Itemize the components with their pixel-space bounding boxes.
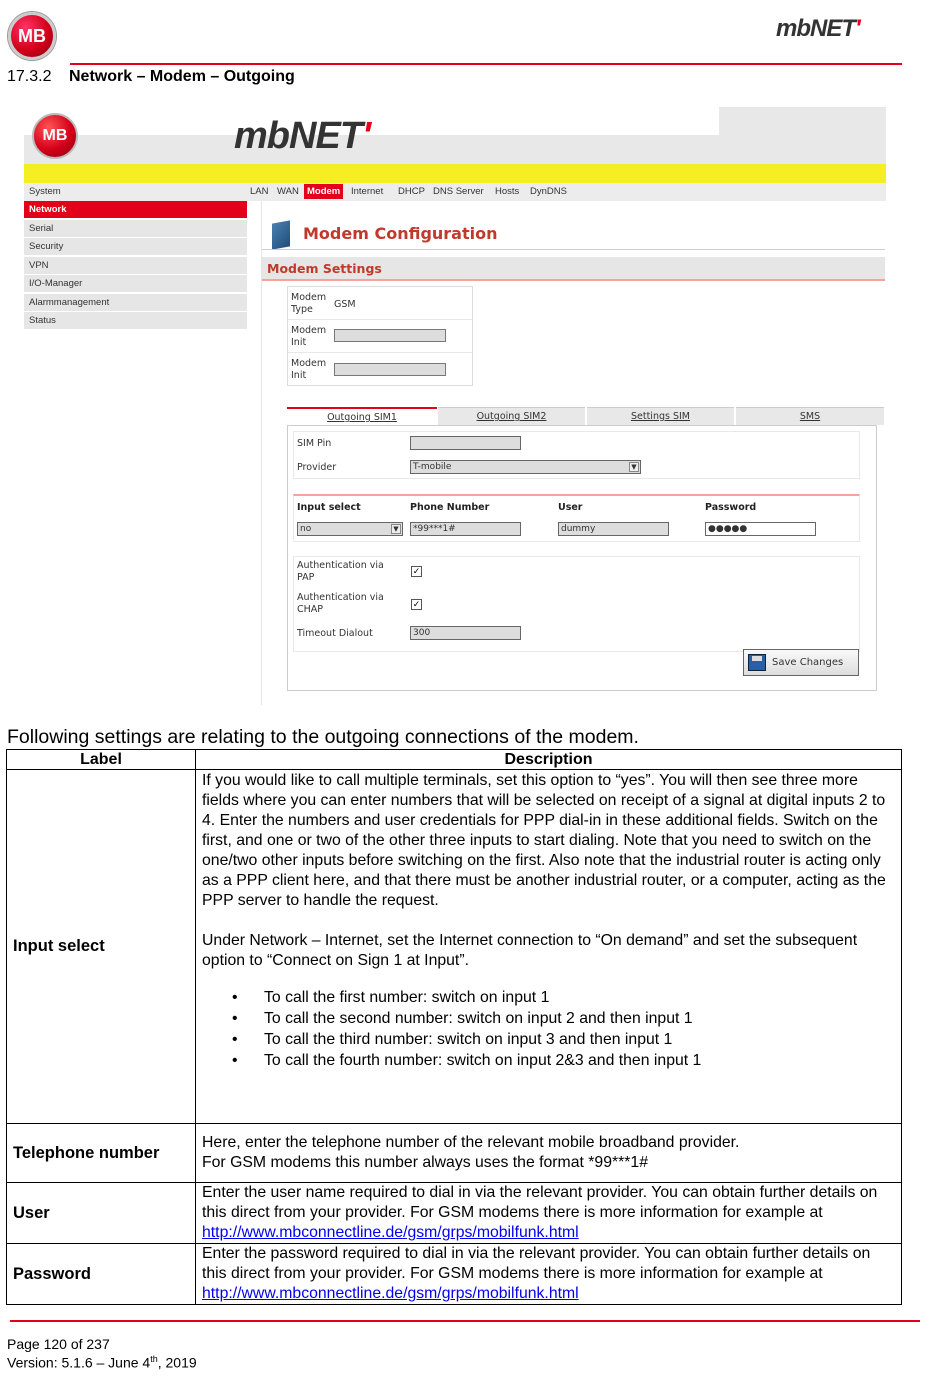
section-number: 17.3.2: [7, 68, 52, 85]
save-changes-label: Save Changes: [772, 657, 844, 668]
col-input-select: Input select: [297, 502, 361, 513]
floppy-disk-icon: [748, 654, 766, 671]
auth-pap-label: Authentication via PAP: [297, 560, 384, 583]
list-item: • To call the fourth number: switch on input 2&3 and then input 1: [202, 1050, 895, 1071]
tab-outgoing-sim1[interactable]: Outgoing SIM1: [287, 407, 437, 425]
nav-dns-server[interactable]: DNS Server: [433, 186, 484, 197]
password-description: Enter the password required to dial in via the relevant provider. You can obtain further details on this direct from your provider. For GSM modems there is more information for example at: [202, 1245, 871, 1282]
row-label-telephone: Telephone number: [7, 1124, 196, 1183]
telephone-line-2: For GSM modems this number always uses the format *99***1#: [202, 1154, 649, 1171]
table-row: [7, 1183, 902, 1244]
input-select-paragraph-2: Under Network – Internet, set the Internet connection to “On demand” and set the subsequent option to “Connect on Sign 1 at Input”.: [202, 932, 858, 969]
nav-dhcp[interactable]: DHCP: [398, 186, 425, 197]
nav-hosts[interactable]: Hosts: [495, 186, 520, 197]
phone-number-input[interactable]: *99***1#: [410, 522, 521, 536]
sim-pin-label: SIM Pin: [297, 438, 332, 449]
nav-lan[interactable]: LAN: [250, 186, 269, 197]
tab-sms[interactable]: SMS: [736, 407, 884, 425]
top-nav: [24, 183, 886, 201]
sim-pin-input[interactable]: [410, 436, 521, 450]
tab-settings-sim[interactable]: Settings SIM: [587, 407, 734, 425]
mb-logo-small: MB: [32, 113, 78, 159]
banner-white: [24, 107, 719, 135]
nav-internet[interactable]: Internet: [351, 186, 384, 197]
telephone-line-1: Here, enter the telephone number of the relevant mobile broadband provider.: [202, 1134, 740, 1151]
col-user: User: [558, 502, 583, 513]
row-desc-input-select: [196, 770, 902, 1124]
password-input[interactable]: ●●●●●: [705, 522, 816, 536]
nav-system[interactable]: System: [29, 186, 61, 197]
input-select-paragraph-1: If you would like to call multiple terminals, set this option to “yes”. You will then see three more fields where you can enter numbers that will be selected on receipt of a signal at digital inputs 2 to 4. Enter the numbers and user credentials for PPP dial-in in these additional fields. Switch on the first, and one or two of the other three inputs to start dialing. Note that you need to switch on the one/two other inputs before switching on the first. Also note that the industrial router is acting only as a PPP client here, and that there must be another industrial router, or a computer, acting as the PPP server to handle the request.: [202, 772, 886, 909]
sidebar-item-io-manager[interactable]: I/O-Manager: [24, 275, 247, 292]
sidebar-item-security[interactable]: Security: [24, 238, 247, 255]
user-input[interactable]: dummy: [558, 522, 669, 536]
version-info: Version: 5.1.6 – June 4th, 2019: [7, 1354, 197, 1371]
modem-settings-title: Modem Settings: [267, 261, 382, 276]
section-title: Network – Modem – Outgoing: [69, 68, 295, 85]
modem-config-icon: [272, 220, 290, 249]
modem-init-row-1: [288, 320, 472, 353]
modem-type-value: GSM: [334, 299, 356, 310]
list-item: • To call the first number: switch on input 1: [202, 987, 895, 1008]
yellow-band: [24, 164, 886, 183]
modem-init-label-2: Modem Init: [291, 358, 327, 381]
input-select-dropdown[interactable]: [297, 522, 403, 536]
col-phone-number: Phone Number: [410, 502, 490, 513]
row-desc-telephone: [196, 1124, 902, 1183]
page-number: Page 120 of 237: [7, 1336, 110, 1352]
nav-dyndns[interactable]: DynDNS: [530, 186, 567, 197]
tab-outgoing-sim2[interactable]: Outgoing SIM2: [438, 407, 585, 425]
settings-table: [6, 749, 902, 1305]
modem-settings-bar: [262, 257, 885, 281]
row-desc-user: [196, 1183, 902, 1244]
list-item: • To call the third number: switch on input 3 and then input 1: [202, 1029, 895, 1050]
input-select-list: [202, 987, 895, 1071]
nav-wan[interactable]: WAN: [277, 186, 299, 197]
mbnet-banner-logo: mbNET': [234, 115, 371, 157]
sidebar-item-alarmmanagement[interactable]: Alarmmanagement: [24, 294, 247, 311]
sidebar-item-status[interactable]: Status: [24, 312, 247, 329]
gsm-info-link[interactable]: http://www.mbconnectline.de/gsm/grps/mobilfunk.html: [202, 1224, 579, 1241]
auth-chap-label: Authentication via CHAP: [297, 592, 384, 615]
row-desc-password: [196, 1244, 902, 1305]
sidebar: [24, 201, 247, 331]
sidebar-item-serial[interactable]: Serial: [24, 220, 247, 237]
user-description: Enter the user name required to dial in via the relevant provider. You can obtain further details on this direct from your provider. For GSM modems there is more information for example at: [202, 1184, 878, 1221]
timeout-dialout-label: Timeout Dialout: [297, 628, 373, 639]
mbnet-logo: mbNET': [776, 15, 860, 42]
modem-config-title: Modem Configuration: [303, 224, 498, 243]
chevron-down-icon: ▼: [629, 462, 639, 472]
modem-init-input-1[interactable]: [334, 329, 446, 342]
tab-bar: [287, 407, 885, 425]
modem-type-label: Modem Type: [291, 292, 327, 315]
modem-init-row-2: [288, 353, 472, 386]
modem-init-input-2[interactable]: [334, 363, 446, 376]
intro-text: Following settings are relating to the outgoing connections of the modem.: [7, 726, 639, 748]
auth-pap-checkbox[interactable]: ✓: [412, 566, 421, 576]
table-header-row: [7, 750, 902, 770]
sidebar-item-vpn[interactable]: VPN: [24, 257, 247, 274]
table-row: [7, 1244, 902, 1305]
save-changes-button[interactable]: [743, 649, 859, 676]
timeout-dialout-input[interactable]: 300: [410, 626, 521, 640]
sidebar-item-network[interactable]: Network: [24, 201, 247, 218]
input-select-value: no: [300, 524, 312, 534]
header-rule: [70, 63, 902, 65]
chevron-down-icon: ▼: [391, 524, 401, 534]
col-password: Password: [705, 502, 757, 513]
row-label-password: Password: [7, 1244, 196, 1305]
gsm-info-link[interactable]: http://www.mbconnectline.de/gsm/grps/mobilfunk.html: [202, 1285, 579, 1302]
mb-logo: MB: [8, 12, 56, 60]
provider-select[interactable]: [410, 460, 641, 474]
table-row: [7, 770, 902, 1124]
nav-modem[interactable]: Modem: [304, 184, 343, 199]
provider-value: T-mobile: [413, 462, 452, 472]
provider-label: Provider: [297, 462, 337, 473]
row-label-input-select: Input select: [7, 770, 196, 1124]
modem-settings-box: [287, 286, 473, 386]
auth-chap-checkbox[interactable]: ✓: [412, 599, 421, 609]
header-description: Description: [196, 750, 902, 770]
header-label: Label: [7, 750, 196, 770]
modem-init-label-1: Modem Init: [291, 325, 327, 348]
row-label-user: User: [7, 1183, 196, 1244]
ui-screenshot: [24, 107, 886, 705]
list-item: • To call the second number: switch on input 2 and then input 1: [202, 1008, 895, 1029]
title-rule: [262, 249, 885, 250]
footer-rule: [10, 1320, 920, 1322]
modem-type-row: [288, 287, 472, 320]
table-row: [7, 1124, 902, 1183]
